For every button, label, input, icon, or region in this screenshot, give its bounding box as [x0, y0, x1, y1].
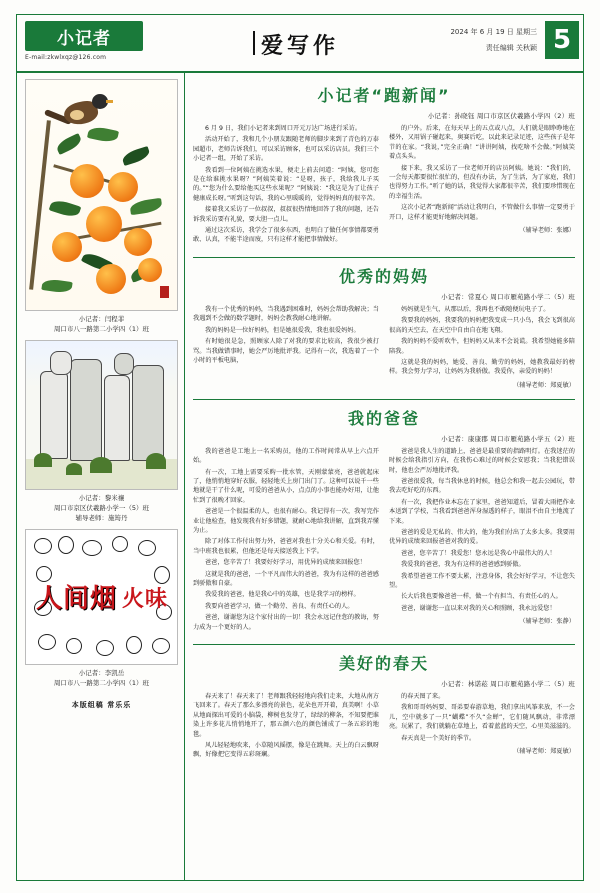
- paragraph: 我的妈妈不爱听吹牛，但妈妈又从来不会说谎。我希望她能多陪陪我。: [389, 338, 575, 355]
- paragraph: 接下来，我又采访了一位老师开的店员阿姨。她说：“我们的，一会每天都要很忙很忙的，但没有办法，为了生活，为了家庭，我们也得努力工作。”听了她的话，我觉得大家都很辛苦，我们要珍惜现在的幸福生活。: [389, 164, 575, 200]
- paragraph: 这就是我的妈妈，她爱、善良、勤劳的妈妈，她教我最好的榜样。我会努力学习，让妈妈为我骄傲。我爱你，亲爱的妈妈！: [389, 358, 575, 376]
- paragraph: 我有一个优秀的妈妈，当我遇到困难时，妈妈会帮助我解决；当我遇到不会做的数学题时，妈妈会教我耐心地讲解。: [193, 305, 379, 323]
- paragraph: 爸爸，谢谢您一直以来对我的关心和照顾，我永远爱您！: [401, 604, 556, 612]
- paragraph: 有一次，工地上需要采购一批水管，天刚蒙蒙亮，爸爸就起床了，他悄悄地穿好衣服，轻轻地关上房门出门了。这种可以说千一些地就是干了什么呢，可爱的爸爸从小，点点的小事也能办好用，让他忙到了很晚才回家。: [193, 468, 379, 504]
- article-4-title: 美好的春天: [338, 654, 429, 674]
- article-4-tutor: （辅导老师：郑夏敏）: [513, 748, 575, 756]
- paragraph: 我和哥哥妈妈要、哥弟要春游草地，我们拿出风筝来放，不一会儿，空中就多了一只“蝴蝶”不久“金蝉”，它们随风飘动，非常漂亮。玩累了，我们就躺在草地上，看着蓝蓝的天空，心里美滋滋的。: [389, 704, 575, 731]
- paragraph: 我爱我的爸爸，他是我心中的英雄，也是我学习的榜样。: [205, 591, 360, 599]
- paragraph: 爸爸，您辛苦了！我爱您！您永远是我心中最伟大的人！: [401, 549, 556, 557]
- paragraph: 长大后我也要像爸爸一样，做一个有担当、有责任心的人。: [401, 593, 562, 601]
- article-meihao-chuntian: [193, 651, 575, 762]
- painting-bird-oranges: [25, 79, 178, 311]
- article-2-tutor: （辅导老师：郑夏敏）: [513, 381, 575, 389]
- section-title: 爱写作: [260, 34, 339, 59]
- paragraph: 的户外。后来，在每天早上的五点或八点，人们就是眼睁睁地在楼外，又用锅子碰起来，奥赛后吃，以此来记录足迹，这些孩子是年节的在家。“我说，”完全正确！“讲讲阿姨，找吃啥不会做。”阿姨笑着点头头。: [389, 125, 575, 161]
- paragraph: 妈妈就是生气，从那以后，我再也不敢随便玩电子了。: [401, 305, 550, 313]
- paragraph: 爸爸是我人生的道路上，爸爸是最重要的指路明灯。在我迷茫的时候会给我指引方向，在我伤心难过的时候会安慰我；当我犯错误时，他也会严厉地批评我。: [389, 447, 575, 474]
- paragraph: 春天真是一个美好的季节。: [401, 734, 476, 742]
- article-wode-baba: [193, 406, 575, 634]
- page-content: [17, 73, 583, 880]
- artwork-2: [25, 340, 178, 523]
- article-3-title: 我的爸爸: [347, 408, 420, 428]
- page-credit: 本版组稿 常乐乐: [71, 701, 132, 709]
- painting-poster: 人间烟 火味: [25, 529, 178, 665]
- article-2-byline: 小记者：常夏心 周口市雁苑路小学二（5）班: [441, 292, 575, 301]
- artwork-1-school: 周口市八一路第二小学四（1）班: [53, 325, 150, 333]
- articles-column: [185, 73, 583, 880]
- page-number: 5: [545, 21, 579, 59]
- painting-stones: [25, 340, 178, 490]
- artwork-1-caption: [25, 314, 178, 334]
- paragraph: 风儿轻轻地吹来，小草随风摇摆，像是在跳舞。天上的白云飘呀飘，好像把它变得五彩斑斓。: [193, 742, 379, 759]
- responsible-editor: 责任编辑 关秋颖: [485, 44, 537, 52]
- article-4-col-2: [389, 692, 575, 762]
- paragraph: 我要向爸爸学习，做一个勤劳、善良、有责任心的人。: [205, 602, 354, 610]
- article-youxiu-mama: [193, 264, 575, 389]
- article-1-tutor: （辅导老师：张娜）: [519, 227, 575, 235]
- article-2-col-2: [389, 305, 575, 389]
- paragraph: 爸爸很爱我，每当我休息的时候，他总会和我一起去公园玩，带我去吃好吃的东西。: [389, 477, 575, 495]
- article-divider: [193, 399, 575, 400]
- article-4-col-1: [193, 692, 379, 762]
- paragraph: 有时她很是急，照顾家人除了对我的要求比较高，我很少被打骂。当我做错事时，她会严厉地批评我。记得有一次，我选着了一个小时的平板电脑，: [193, 338, 379, 364]
- paragraph: 爸爸，您辛苦了！我要好好学习，用优异的成绩来回报您！: [205, 559, 366, 567]
- paragraph: 我希望爸爸工作不要太累，注意身体，我会好好学习，不让您失望。: [389, 572, 575, 589]
- paragraph: 我爱我的爸爸，我为有这样的爸爸感到骄傲。: [401, 561, 525, 569]
- article-4-byline: 小记者：林诺菘 周口市雁苑路小学二（5）班: [441, 680, 575, 689]
- masthead: [17, 15, 583, 73]
- contact-email: E-mail:zkwlxqz@126.com: [25, 54, 107, 61]
- article-3-byline: 小记者：康康郡 周口市雁苑路小学五（2）班: [441, 434, 575, 443]
- page-border: [16, 14, 584, 881]
- logo-label: 小记者: [57, 28, 111, 49]
- article-divider: [193, 257, 575, 258]
- artwork-1-author: 小记者：闫程菲: [78, 315, 125, 323]
- article-1-title: 小记者“跑新闻”: [317, 86, 451, 105]
- paragraph: 活动开始了，我和几个小朋友跟随老师的脚步来到了青色的万泰园超市，老师告诉我们，可以采访顾客，也可以采访店员。我们三个小记者一组，开始了采访。: [193, 136, 379, 163]
- artwork-3-author: 小记者：李凯岳: [78, 669, 125, 677]
- paragraph: 接着我又采访了一位叔叔，叔叔很热情地回答了我的问题，还告诉我采访要有礼貌，要大胆一点儿。: [193, 206, 379, 223]
- artwork-3: [25, 529, 178, 688]
- paragraph: 的春天图了来。: [401, 693, 445, 701]
- paragraph: 爸爸的爱是无私的、伟大的，他为我们付出了太多太多。我要用优异的成绩来回报爸爸对我的爱。: [389, 528, 575, 546]
- paragraph: 有一次，我把作业本忘在了家里，爸爸知道后，冒着大雨把作业本送到了学校，当我看到爸爸浑身湿透的样子，眼泪不由自主地流了下来。: [389, 498, 575, 525]
- artwork-1: [25, 79, 178, 334]
- paragraph: 我的爸爸是工地上一名采购员，他的工作时间常从早上六点开始。: [193, 447, 379, 465]
- artwork-2-caption: [25, 493, 178, 523]
- paragraph: 6 月 9 日，我们小记者来到周口开元万达广场进行采访。: [205, 125, 362, 132]
- paragraph: 通过这次采访，我学会了很多东西，也明白了做任何事情都要勇敢、认真，不能半途而废，只有这样才能把事情做好。: [193, 227, 379, 244]
- artwork-column: [17, 73, 185, 880]
- paragraph: 我的妈妈是一位好妈妈，但是她很爱我，我也很爱妈妈。: [205, 326, 360, 334]
- artwork-3-school: 周口市八一路第二小学四（1）班: [53, 679, 150, 687]
- article-1-byline: 小记者：孙晓钰 周口市京区伏羲路小学四（2）班: [427, 112, 575, 120]
- article-3-col-2: [389, 447, 575, 634]
- paragraph: 除了对体工作付出努力外，爸爸对我也十分关心和关爱。有时，当中班我也很累，但他还是每天接送我上下学。: [193, 538, 379, 555]
- article-3-tutor: （辅导老师：张静）: [519, 618, 575, 626]
- artwork-3-caption: [25, 668, 178, 688]
- artwork-2-tutor: 辅导老师：施筠丹: [75, 514, 128, 522]
- article-1-col-1: [193, 124, 379, 247]
- article-divider: [193, 644, 575, 645]
- artwork-2-author: 小记者：黎米禳: [78, 494, 125, 502]
- paragraph: 这就是我的爸爸，一个平凡而伟大的爸爸，我为有这样的爸爸感到骄傲和自豪。: [193, 570, 379, 587]
- paragraph: 爸爸，谢谢您为这个家付出的一切！我会永远记住您的教诲，努力成为一个更好的人。: [193, 614, 379, 631]
- article-1-col-2: [389, 124, 575, 247]
- issue-date: 2024 年 6 月 19 日 星期三: [450, 28, 537, 36]
- article-2-col-1: [193, 305, 379, 389]
- article-3-col-1: [193, 447, 379, 634]
- article-pao-xinwen: [193, 83, 575, 247]
- paragraph: 春天来了！春天来了！老师跟我轻轻地向我们走来，大地从南方飞回来了。春天了那么多漂亮的景色，花朵也开开着，真美啊！小草从地面探出可爱的小脑袋，柳树也发芽了，绿绿的柳条，不知要把谁染上许多花儿悄悄地开了，那五颜六色的颜色铺成了一条五彩的地毯。: [193, 693, 379, 738]
- paragraph: 爸爸是一个很温柔的人，也很有耐心。我记得有一次，我写完作业让他检查，他发现我有好多错题，就耐心地给我讲解，直到我弄懂为止。: [193, 508, 379, 534]
- artwork-2-school: 周口市京区伏羲路小学一（5）班: [53, 504, 150, 512]
- article-2-title: 优秀的妈妈: [338, 266, 429, 286]
- paragraph: 我要我的妈妈，我要我的妈妈把我变成一只小鸟，我会飞到很高很高的天空去，在天空中自由自在地飞翔。: [389, 317, 575, 334]
- paragraph: 我看到一位阿姨在挑选水果，便走上前去问道：“阿姨，您可您是在给谁挑水果呀？”阿姨笑着说：“是呀，孩子，我给我儿子买的。”“您为什么要给他买这些水果呢？”阿姨说：“我这是为了让孩子健康成长呀。”听到这句话，我的心里暖暖的，觉得妈妈真的很辛苦。: [193, 166, 379, 202]
- paragraph: 这次小记者“跑新闻”活动让我明白，不管做什么事情一定要勇于开口，这样才能更好地解决问题。: [389, 204, 575, 221]
